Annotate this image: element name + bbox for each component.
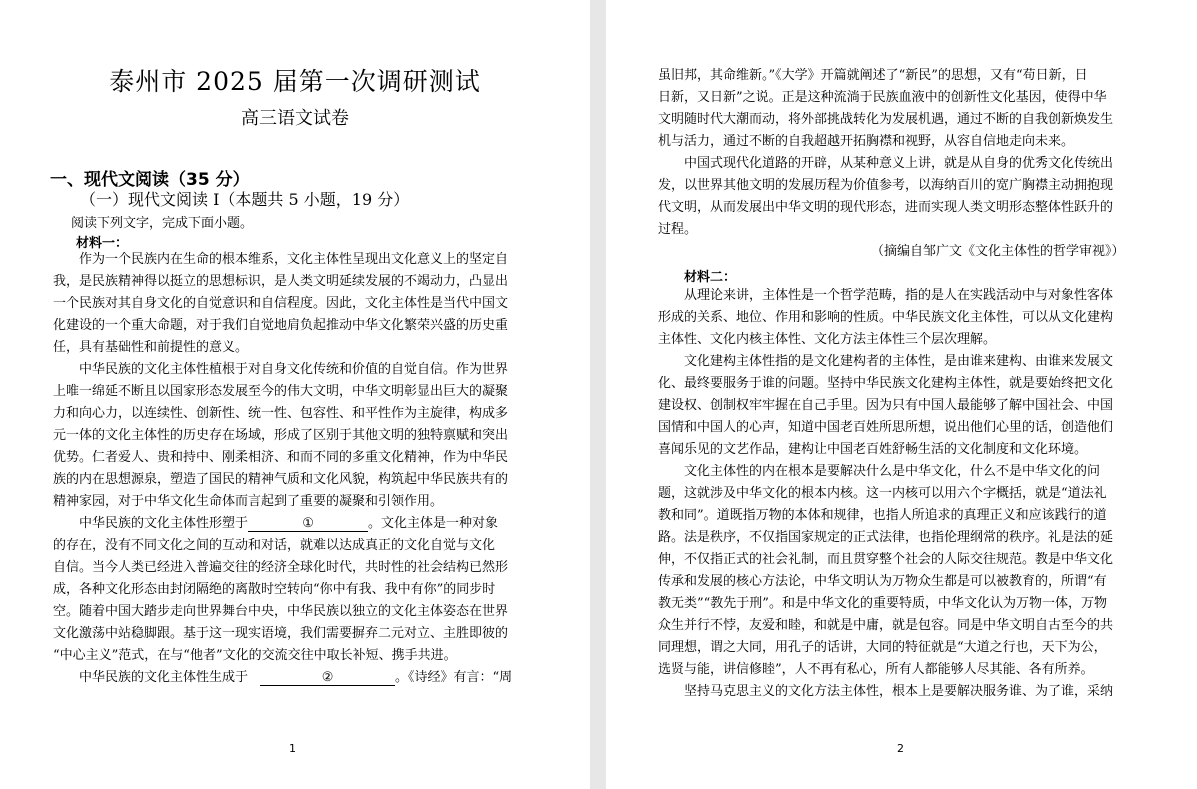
- text-line: 形成的关系、地位、作用和影响的性质。中华民族文化主体性，可以从文化建构: [658, 310, 1114, 325]
- reading-instruction: 阅读下列文字，完成下面小题。: [71, 216, 254, 231]
- text-line: 教和同”。道既指万物的本体和规律，也指人所追求的真理正义和应该践行的道: [658, 508, 1107, 523]
- text-line: 虽旧邦，其命维新。”《大学》开篇就阐述了“新民”的思想，又有“苟日新，日: [658, 68, 1088, 83]
- text-line: 喜闻乐见的文艺作品，建构让中国老百姓舒畅生活的文化制度和文化环境。: [658, 442, 1088, 457]
- page-number: 2: [897, 742, 904, 755]
- blank-suffix-text: 。文化主体是一种对象: [368, 516, 499, 531]
- text-line: 建设权、创制权牢牢握在自己手里。因为只有中国人最能够了解中国社会、中国: [658, 398, 1114, 413]
- text-line: 中华民族的文化主体性植根于对自身文化传统和价值的自觉自信。作为世界: [79, 362, 509, 377]
- text-line: 力和向心力，以连续性、创新性、统一性、包容性、和平性作为主旋律，构成多: [53, 406, 509, 421]
- fill-in-blank-1: ①: [248, 517, 368, 532]
- text-line: 传承和发展的核心方法论，中华文明认为万物众生都是可以被教育的，所谓“有: [658, 574, 1107, 589]
- text-line: 发，以世界其他文明的发展历程为价值参考，以海纳百川的宽广胸襟主动拥抱现: [658, 178, 1114, 193]
- exam-subtitle: 高三语文试卷: [241, 108, 349, 129]
- text-line: 国情和中国人的心声，知道中国老百姓所思所想，说出他们心里的话，创造他们: [658, 420, 1114, 435]
- text-line: 从理论来讲，主体性是一个哲学范畴，指的是人在实践活动中与对象性客体: [684, 288, 1114, 303]
- text-line: 文化主体性的内在根本是要解决什么是中华文化，什么不是中华文化的问: [684, 464, 1101, 479]
- text-line: 精神家园，对于中华文化生命体而言起到了重要的凝聚和引领作用。: [53, 494, 444, 509]
- document-page-1: [0, 0, 590, 789]
- text-line: 中国式现代化道路的开辟，从某种意义上讲，就是从自身的优秀文化传统出: [684, 156, 1114, 171]
- text-line: 自信。当今人类已经进入普遍交往的经济全球化时代，共时性的社会结构已然形: [53, 560, 509, 575]
- text-line: 元一体的文化主体性的历史存在场域，形成了区别于其他文明的独特禀赋和突出: [53, 428, 509, 443]
- blank-prefix-text: 中华民族的文化主体性生成于: [79, 670, 249, 685]
- text-line: 机与活力，通过不断的自我超越开拓胸襟和视野，从容自信地走向未来。: [658, 134, 1075, 149]
- text-line: 过程。: [658, 222, 698, 237]
- text-line: 任，具有基础性和前提性的意义。: [53, 340, 249, 355]
- text-line: 日新，又日新”之说。正是这种流淌于民族血液中的创新性文化基因，使得中华: [658, 90, 1107, 105]
- text-line: 的存在，没有不同文化之间的互动和对话，就难以达成真正的文化自觉与文化: [53, 538, 496, 553]
- text-line: 题，这就涉及中华文化的根本内核。这一内核可以用六个字概括，就是“道法礼: [658, 486, 1107, 501]
- text-line: 上唯一绵延不断且以国家形态发展至今的伟大文明，中华文明彰显出巨大的凝聚: [53, 384, 509, 399]
- text-line: 族的内在思想源泉，塑造了国民的精神气质和文化风貌，构筑起中华民族共有的: [53, 472, 509, 487]
- text-line: 教无类”“教先于刑”。和是中华文化的重要特质，中华文化认为万物一体，万物: [658, 596, 1107, 611]
- text-line: 成，各种文化形态由封闭隔绝的离散时空转向“你中有我、我中有你”的同步时: [53, 582, 496, 597]
- text-line: 化建设的一个重大命题，对于我们自觉地肩负起推动中华文化繁荣兴盛的历史重: [53, 318, 509, 333]
- text-line: 主体性、文化内核主体性、文化方法主体性三个层次理解。: [658, 332, 997, 347]
- section-heading: 一、现代文阅读（35 分）: [50, 170, 250, 190]
- text-line: “中心主义”范式，在与“他者”文化的交流交往中取长补短、携手共进。: [53, 648, 457, 663]
- material-1-label: 材料一：: [76, 236, 129, 251]
- blank-suffix-text: 。《诗经》有言：“周: [395, 670, 513, 685]
- text-line: 同理想，谓之大同，用孔子的话讲，大同的特征就是“大道之行也，天下为公，: [658, 640, 1107, 655]
- page-number: 1: [289, 742, 296, 755]
- text-line: 文明随时代大潮而动，将外部挑战转化为发展机遇，通过不断的自我创新焕发生: [658, 112, 1114, 127]
- text-line: 路。法是秩序，不仅指国家规定的正式法律，也指伦理纲常的秩序。礼是法的延: [658, 530, 1114, 545]
- text-line: 我，是民族精神得以挺立的思想标识，是人类文明延续发展的不竭动力，凸显出: [53, 274, 509, 289]
- blank-prefix-text: 中华民族的文化主体性形塑于: [79, 516, 249, 531]
- material-2-label: 材料二：: [684, 270, 737, 285]
- text-line: 众生并行不悖，友爱和睦，和就是中庸，就是包容。同是中华文明自古至今的共: [658, 618, 1114, 633]
- text-line-with-blank: [79, 670, 512, 686]
- text-line: 化、最终要服务于谁的问题。坚持中华民族文化建构主体性，就是要始终把文化: [658, 376, 1114, 391]
- text-line: 空。随着中国大踏步走向世界舞台中央，中华民族以独立的文化主体姿态在世界: [53, 604, 509, 619]
- text-line: 代文明，从而发展出中华文明的现代形态，进而实现人类文明形态整体性跃升的: [658, 200, 1114, 215]
- text-line: 选贤与能，讲信修睦”，人不再有私心，所有人都能够人尽其能、各有所养。: [658, 662, 1094, 677]
- fill-in-blank-2: ②: [260, 671, 395, 686]
- text-line: 文化建构主体性指的是文化建构者的主体性，是由谁来建构、由谁来发展文: [684, 354, 1114, 369]
- source-citation: （摘编自邹广文《文化主体性的哲学审视》）: [871, 244, 1125, 259]
- document-page-2: [606, 0, 1197, 789]
- text-line: 伸，不仅指正式的社会礼制，而且贯穿整个社会的人际交往规范。教是中华文化: [658, 552, 1114, 567]
- text-line: 文化激荡中站稳脚跟。基于这一现实语境，我们需要摒弃二元对立、主胜即彼的: [53, 626, 509, 641]
- text-line: 坚持马克思主义的文化方法主体性，根本上是要解决服务谁、为了谁，采纳: [684, 684, 1114, 699]
- text-line: 一个民族对其自身文化的自觉意识和自信程度。因此，文化主体性是当代中国文: [53, 296, 509, 311]
- subsection-heading: （一）现代文阅读 I（本题共 5 小题，19 分）: [80, 190, 410, 209]
- exam-title: 泰州市 2025 届第一次调研测试: [109, 67, 481, 96]
- text-line-with-blank: [79, 516, 498, 532]
- text-line: 作为一个民族内在生命的根本维系，文化主体性呈现出文化意义上的坚定自: [79, 252, 509, 267]
- text-line: 优势。仁者爱人、贵和持中、刚柔相济、和而不同的多重文化精神，作为中华民: [53, 450, 509, 465]
